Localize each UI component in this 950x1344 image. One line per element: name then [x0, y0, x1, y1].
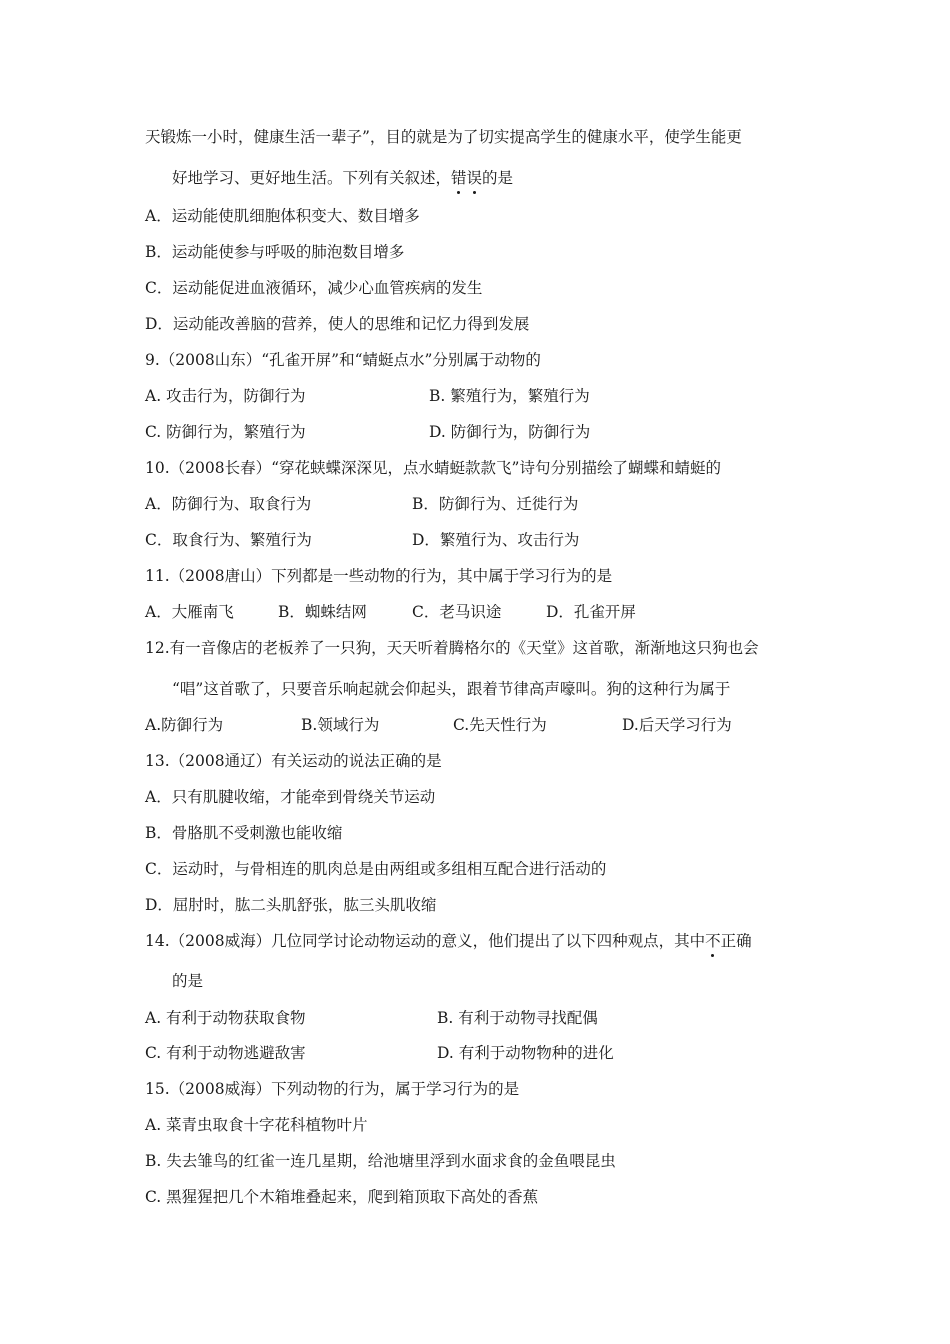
q13-option-c: C．运动时，与骨相连的肌肉总是由两组或多组相互配合进行活动的	[145, 860, 607, 878]
q14-stem-1-text: 14.（2008威海）几位同学讨论动物运动的意义，他们提出了以下四种观点，其中	[145, 932, 706, 950]
q12-option-c: C.先天性行为	[453, 716, 547, 734]
q14-stem-2: 的是	[172, 972, 204, 990]
q14-option-a: A. 有利于动物获取食物	[145, 1009, 306, 1027]
q10-option-a: A．防御行为、取食行为	[145, 495, 312, 513]
emphasis-char: 不	[705, 932, 721, 950]
q13-option-d: D．屈肘时，肱二头肌舒张，肱三头肌收缩	[145, 896, 437, 914]
q11-option-a: A．大雁南飞	[145, 603, 234, 621]
intro-line-1: 天锻炼一小时，健康生活一辈子”，目的就是为了切实提高学生的健康水平，使学生能更	[145, 128, 742, 146]
q8-option-a: A．运动能使肌细胞体积变大、数目增多	[145, 207, 420, 225]
q8-option-d: D．运动能改善脑的营养，使人的思维和记忆力得到发展	[145, 315, 530, 333]
q14-stem-1-tail: 正确	[720, 932, 752, 950]
q9-option-a: A. 攻击行为，防御行为	[145, 387, 306, 405]
q14-option-c: C. 有利于动物逃避敌害	[145, 1044, 306, 1062]
q14-option-d: D. 有利于动物物种的进化	[437, 1044, 614, 1062]
q15-option-a: A. 菜青虫取食十字花科植物叶片	[145, 1116, 368, 1134]
q12-option-d: D.后天学习行为	[622, 716, 732, 734]
q13-option-b: B．骨胳肌不受刺激也能收缩	[145, 824, 343, 842]
q8-option-b: B．运动能使参与呼吸的肺泡数目增多	[145, 243, 405, 261]
intro-line-2	[172, 168, 513, 188]
q11-option-d: D．孔雀开屏	[546, 603, 636, 621]
q13-option-a: A．只有肌腱收缩，才能牵到骨绕关节运动	[145, 788, 436, 806]
q12-option-b: B.领域行为	[301, 716, 380, 734]
intro-line-2-tail: 的是	[482, 169, 514, 187]
q9-option-b: B. 繁殖行为，繁殖行为	[429, 387, 590, 405]
q15-option-c: C. 黑猩猩把几个木箱堆叠起来，爬到箱顶取下高处的香蕉	[145, 1188, 539, 1206]
q8-option-c: C．运动能促进血液循环，减少心血管疾病的发生	[145, 279, 483, 297]
q11-option-b: B．蜘蛛结网	[278, 603, 367, 621]
q10-option-b: B．防御行为、迁徙行为	[412, 495, 579, 513]
intro-line-2-text: 好地学习、更好地生活。下列有关叙述，	[172, 169, 452, 187]
q14-stem-1	[145, 931, 752, 951]
emphasis-char: 错	[451, 169, 467, 187]
q9-option-c: C. 防御行为，繁殖行为	[145, 423, 306, 441]
q12-stem-1: 12.有一音像店的老板养了一只狗，天天听着腾格尔的《天堂》这首歌，渐渐地这只狗也会	[145, 639, 759, 657]
q15-stem: 15.（2008威海）下列动物的行为，属于学习行为的是	[145, 1080, 520, 1098]
q12-stem-2: “唱”这首歌了，只要音乐响起就会仰起头，跟着节律高声嚎叫。狗的这种行为属于	[172, 680, 731, 698]
q9-stem: 9.（2008山东）“孔雀开屏”和“蜻蜓点水”分别属于动物的	[145, 351, 541, 369]
q12-option-a: A.防御行为	[145, 716, 224, 734]
q14-option-b: B. 有利于动物寻找配偶	[437, 1009, 598, 1027]
q10-option-d: D．繁殖行为、攻击行为	[412, 531, 580, 549]
q10-stem: 10.（2008长春）“穿花蛱蝶深深见，点水蜻蜓款款飞”诗句分别描绘了蝴蝶和蜻蜓的	[145, 459, 721, 477]
q11-stem: 11.（2008唐山）下列都是一些动物的行为，其中属于学习行为的是	[145, 567, 613, 585]
q13-stem: 13.（2008通辽）有关运动的说法正确的是	[145, 752, 442, 770]
q11-option-c: C．老马识途	[412, 603, 502, 621]
q15-option-b: B. 失去雏鸟的红雀一连几星期，给池塘里浮到水面求食的金鱼喂昆虫	[145, 1152, 616, 1170]
q9-option-d: D. 防御行为，防御行为	[429, 423, 591, 441]
q10-option-c: C．取食行为、繁殖行为	[145, 531, 312, 549]
emphasis-char: 误	[466, 169, 483, 187]
